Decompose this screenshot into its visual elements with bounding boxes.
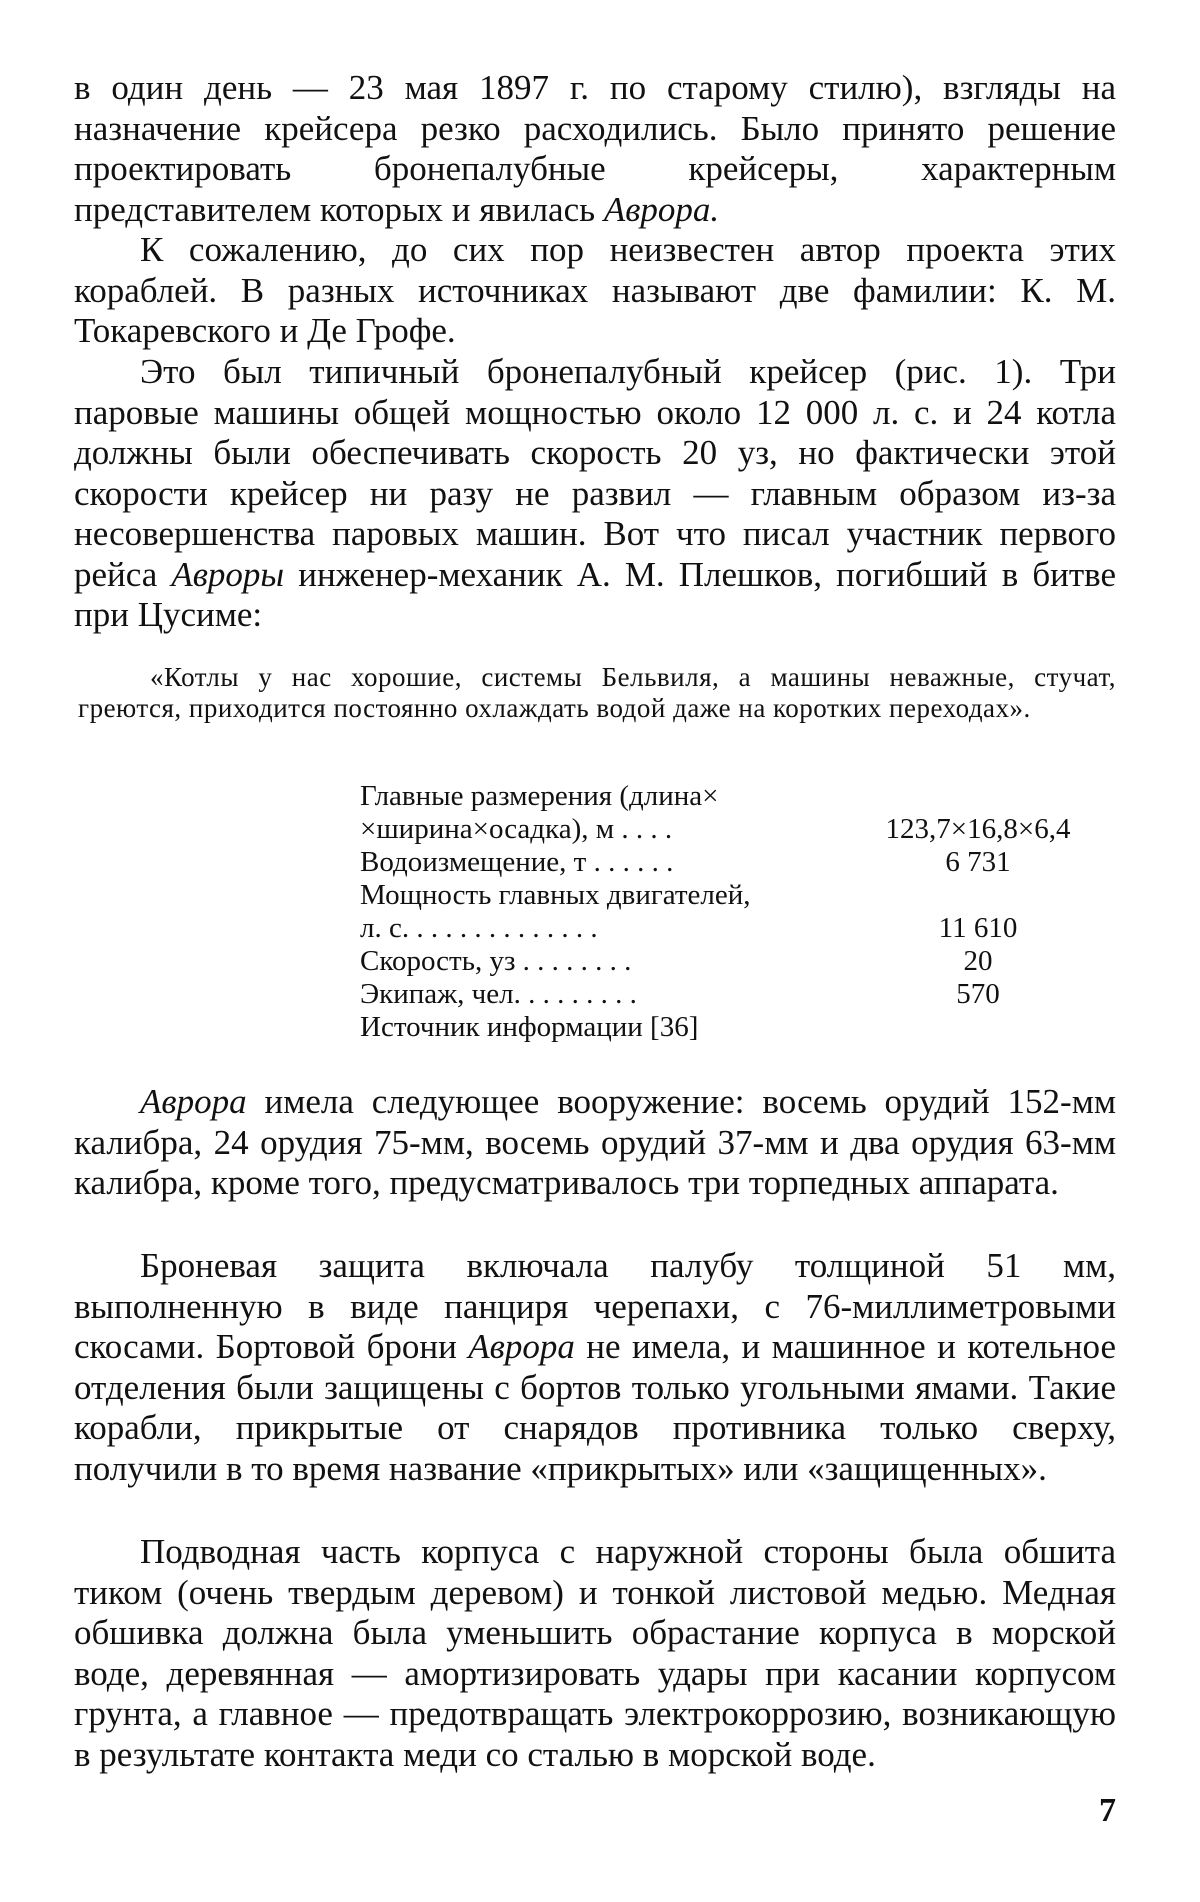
page-number: 7 xyxy=(1099,1792,1116,1829)
paragraph-text: Броневая защита включала палубу толщиной 51 мм, выполненную в виде панциря черепахи, с 76-миллиметровыми скосами. Бортовой брони xyxy=(74,1246,1116,1366)
spec-label: л. с. . . . . . . . . . . . . . xyxy=(360,912,598,944)
spec-value: 6 731 xyxy=(945,846,1011,878)
spec-row xyxy=(360,1011,1116,1044)
quote-text: «Котлы у нас хорошие, системы Бельвиля, а машины неважные, стучат, греются, приходится постоянно охлаждать водой даже на коротких переходах». xyxy=(78,662,1116,723)
spec-label: Скорость, уз . . . . . . . . xyxy=(360,945,632,977)
ship-name-italic: Аврора xyxy=(140,1082,247,1121)
paragraph-text: К сожалению, до сих пор неизвестен автор проекта этих кораблей. В разных источниках называют две фамилии: К. М. Токаревского и Де Грофе. xyxy=(74,230,1116,350)
ship-name-italic: Аврора xyxy=(468,1327,575,1366)
spec-label: Мощность главных двигателей, xyxy=(360,879,751,911)
paragraph-intro-continued xyxy=(74,68,1116,230)
ship-name-italic: Авроры xyxy=(171,554,285,594)
paragraph-author-unknown xyxy=(74,230,1116,352)
paragraph-text: Это был типичный бронепалубный крейсер (рис. 1). Три паровые машины общей мощностью около 12 000 л. с. и 24 котла должны были обеспечивать скорость 20 уз, но фактически этой скорости крейсер ни разу не развил — главным образом из-за несовершенства паровых машин. Вот что писал участник первого рейса xyxy=(74,352,1116,594)
spec-value: 11 610 xyxy=(938,912,1018,944)
spec-row xyxy=(360,813,1116,846)
spec-value: 570 xyxy=(956,978,1000,1010)
spec-row xyxy=(360,846,1116,879)
ship-name-italic: Аврора. xyxy=(603,189,720,229)
plesh-quote xyxy=(78,662,1116,724)
spec-label: Источник информации [36] xyxy=(360,1011,699,1043)
spec-row xyxy=(360,945,1116,978)
spec-row xyxy=(360,780,1116,813)
paragraph-hull-sheathing xyxy=(74,1532,1116,1775)
paragraph-typical-cruiser xyxy=(74,352,1116,636)
paragraph-text: инженер-механик А. М. Плешков, погибший в битве при Цусиме: xyxy=(74,554,1117,634)
paragraph-text: Подводная часть корпуса с наружной стороны была обшита тиком (очень твердым деревом) и тонкой листовой медью. Медная обшивка должна была уменьшить обрастание корпуса в морской воде, деревянная — амортизировать удары при касании корпусом грунта, а главное — предотвращать электрокоррозию, возникающую в результате контакта меди со сталью в морской воде. xyxy=(74,1532,1116,1774)
paragraph-text: имела следующее вооружение: восемь орудий 152-мм калибра, 24 орудия 75-мм, восемь орудий 37-мм и два орудия 63-мм калибра, кроме того, предусматривалось три торпедных аппарата. xyxy=(74,1082,1116,1202)
paragraph-text: не имела, и машинное и котельное отделения были защищены с бортов только угольными ямами. Такие корабли, прикрытые от снарядов противника только сверху, получили в то время название «прикрытых» или «защищенных». xyxy=(74,1327,1116,1488)
spec-label: Экипаж, чел. . . . . . . . . xyxy=(360,978,637,1010)
specifications-table xyxy=(360,780,1116,1044)
spec-row xyxy=(360,978,1116,1011)
spec-row xyxy=(360,912,1116,945)
paragraph-armor xyxy=(74,1246,1116,1489)
spec-value: 20 xyxy=(963,945,993,977)
spec-label: Водоизмещение, т . . . . . . xyxy=(360,846,674,878)
paragraph-text: в один день — 23 мая 1897 г. по старому стилю), взгляды на назначение крейсера резко расходились. Было принято решение проектировать бронепалубные крейсеры, характерным представителем которых и явилась xyxy=(74,68,1116,229)
spec-label: Главные размерения (длина× xyxy=(360,780,719,812)
spec-value: 123,7×16,8×6,4 xyxy=(885,813,1071,845)
spec-label: ×ширина×осадка), м . . . . xyxy=(360,813,673,845)
paragraph-armament xyxy=(74,1082,1116,1204)
spec-row xyxy=(360,879,1116,912)
